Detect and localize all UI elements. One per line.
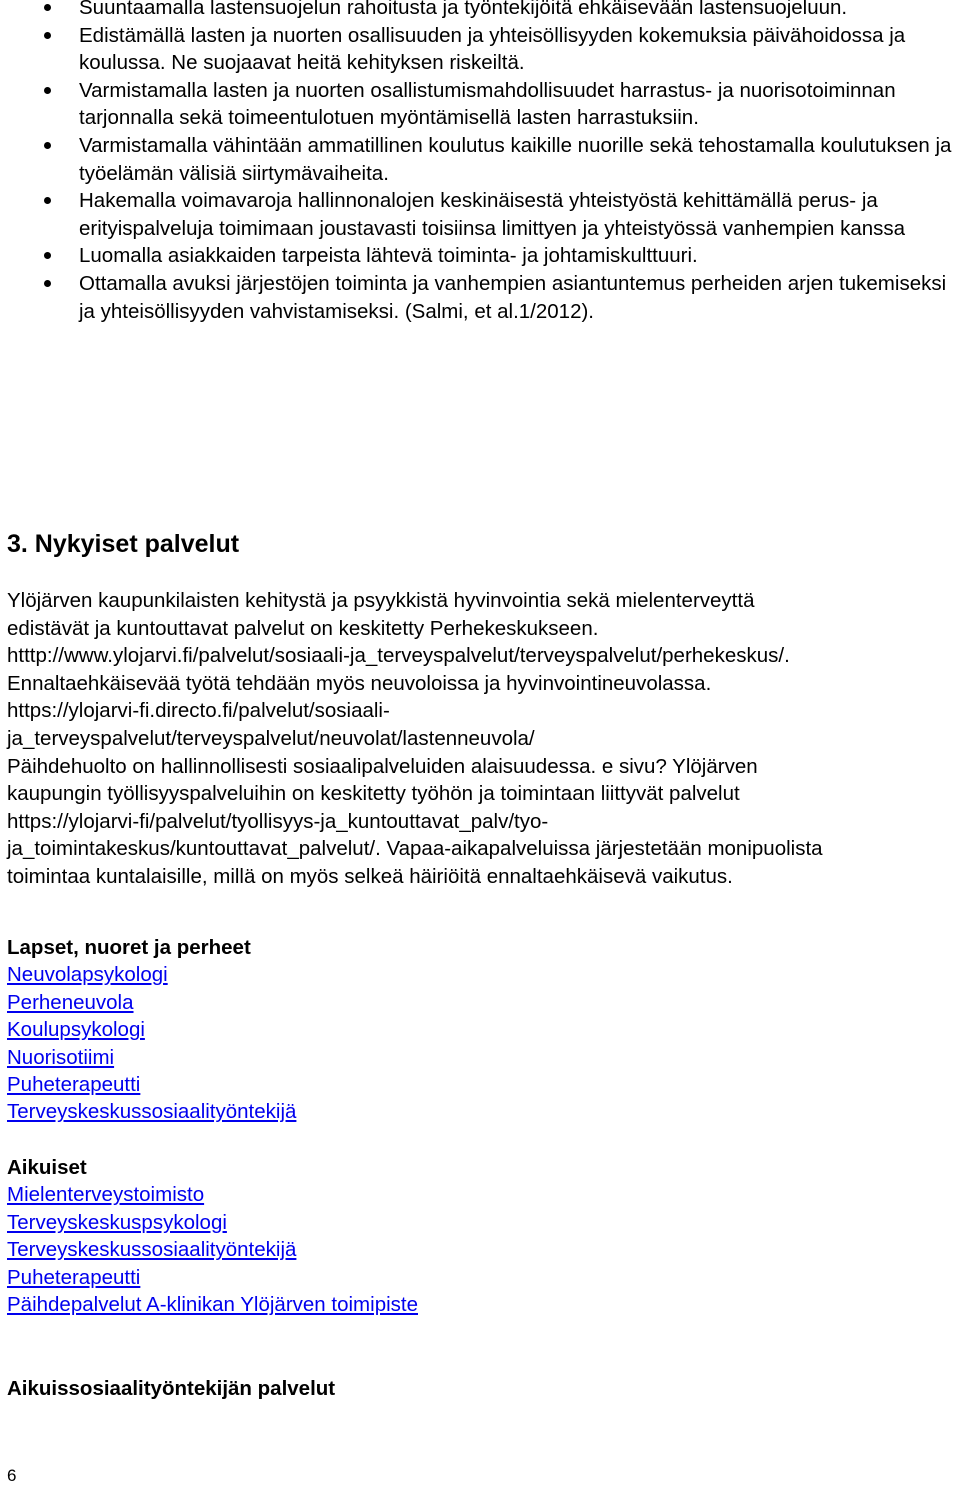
bullet-dot-icon xyxy=(44,197,51,204)
bullet-item xyxy=(0,132,960,187)
bullet-dot-icon xyxy=(44,87,51,94)
paragraph-line: Päihdehuolto on hallinnollisesti sosiaalipalveluiden alaisuudessa. e sivu? Ylöjärven xyxy=(7,754,758,778)
bullet-text: Edistämällä lasten ja nuorten osallisuuden ja yhteisöllisyyden kokemuksia päivähoidossa ja koulussa. Ne suojaavat heitä kehityksen riskeiltä. xyxy=(79,23,906,75)
link-perheneuvola[interactable]: Perheneuvola xyxy=(7,990,134,1014)
children-section-title: Lapset, nuoret ja perheet xyxy=(7,936,251,959)
bullet-dot-icon xyxy=(44,280,51,287)
bullet-text: Varmistamalla vähintään ammatillinen koulutus kaikille nuorille sekä tehostamalla koulutuksen ja työelämän välisiä siirtymävaiheita. xyxy=(79,133,952,185)
bullet-text: Ottamalla avuksi järjestöjen toiminta ja vanhempien asiantuntemus perheiden arjen tukemiseksi ja yhteisöllisyyden vahvistamiseksi. (Salmi, et al.1/2012). xyxy=(79,271,947,323)
link-puheterapeutti-adults[interactable]: Puheterapeutti xyxy=(7,1265,141,1289)
paragraph-url: htttp://www.ylojarvi.fi/palvelut/sosiaali-ja_terveyspalvelut/terveyspalvelut/perhekeskus/. xyxy=(7,644,790,668)
page-number: 6 xyxy=(7,1466,17,1485)
link-neuvolapsykologi[interactable]: Neuvolapsykologi xyxy=(7,963,168,987)
link-paihdepalvelut-a-klinikka[interactable]: Päihdepalvelut A-klinikan Ylöjärven toimipiste xyxy=(7,1293,418,1317)
paragraph-line: kaupungin työllisyyspalveluihin on keskitetty työhön ja toimintaan liittyvät palvelut xyxy=(7,782,740,806)
paragraph-line: Ennaltaehkäisevää työtä tehdään myös neuvoloissa ja hyvinvointineuvolassa. xyxy=(7,671,712,695)
bullet-item xyxy=(0,22,960,77)
section-heading: 3. Nykyiset palvelut xyxy=(7,530,240,558)
social-worker-section-title: Aikuissosiaalityöntekijän palvelut xyxy=(7,1377,336,1400)
bullet-text: Varmistamalla lasten ja nuorten osallistumismahdollisuudet harrastus- ja nuorisotoiminnan tarjonnalla sekä toimeentulotuen myöntämisellä lasten harrastuksiin. xyxy=(79,78,896,130)
adults-section-title: Aikuiset xyxy=(7,1156,87,1179)
link-puheterapeutti[interactable]: Puheterapeutti xyxy=(7,1073,141,1097)
bullet-dot-icon xyxy=(44,142,51,149)
bullet-dot-icon xyxy=(44,252,51,259)
paragraph-url: https://ylojarvi-fi/palvelut/tyollisyys-ja_kuntouttavat_palv/tyo- xyxy=(7,809,549,833)
paragraph-url: https://ylojarvi-fi.directo.fi/palvelut/sosiaali- xyxy=(7,699,390,723)
paragraph-line: Ylöjärven kaupunkilaisten kehitystä ja psyykkistä hyvinvointia sekä mielenterveyttä xyxy=(7,589,755,612)
paragraph-line: edistävät ja kuntouttavat palvelut on keskitetty Perhekeskukseen. xyxy=(7,616,599,640)
link-terveyskeskussosiaalityontekija[interactable]: Terveyskeskussosiaalityöntekijä xyxy=(7,1100,297,1124)
link-koulupsykologi[interactable]: Koulupsykologi xyxy=(7,1018,145,1042)
link-terveyskeskuspsykologi[interactable]: Terveyskeskuspsykologi xyxy=(7,1210,227,1234)
bullet-text: Suuntaamalla lastensuojelun rahoitusta ja työntekijöitä ehkäisevään lastensuojeluun. xyxy=(79,0,848,19)
bullet-text: Luomalla asiakkaiden tarpeista lähtevä toiminta- ja johtamiskulttuuri. xyxy=(79,244,698,268)
services-paragraph xyxy=(7,587,960,891)
bullet-item xyxy=(0,0,960,22)
link-mielenterveystoimisto[interactable]: Mielenterveystoimisto xyxy=(7,1183,205,1207)
paragraph-line: toimintaa kuntalaisille, millä on myös selkeä häiriöitä ennaltaehkäisevä vaikutus. xyxy=(7,864,733,888)
bullet-dot-icon xyxy=(44,4,51,11)
bullet-text: Hakemalla voimavaroja hallinnonalojen keskinäisestä yhteistyöstä kehittämällä perus- ja erityispalveluja toimimaan joustavasti toisiinsa limittyen ja yhteistyössä vanhempien kanssa xyxy=(79,189,906,240)
bullet-item xyxy=(0,77,960,132)
link-terveyskeskussosiaalityontekija-adults[interactable]: Terveyskeskussosiaalityöntekijä xyxy=(7,1238,297,1262)
children-services-section xyxy=(7,934,296,1126)
adult-services-section xyxy=(7,1154,418,1318)
social-worker-section xyxy=(7,1375,335,1402)
bullet-item xyxy=(0,270,960,325)
bullet-item xyxy=(0,187,960,242)
bullet-dot-icon xyxy=(44,32,51,39)
link-nuorisotiimi[interactable]: Nuorisotiimi xyxy=(7,1045,115,1069)
paragraph-line: ja_toimintakeskus/kuntouttavat_palvelut/. Vapaa-aikapalveluissa järjestetään monipuolista xyxy=(7,837,823,861)
paragraph-url: ja_terveyspalvelut/terveyspalvelut/neuvolat/lastenneuvola/ xyxy=(7,726,535,750)
bullet-item xyxy=(0,242,960,270)
bullet-list xyxy=(0,0,960,325)
